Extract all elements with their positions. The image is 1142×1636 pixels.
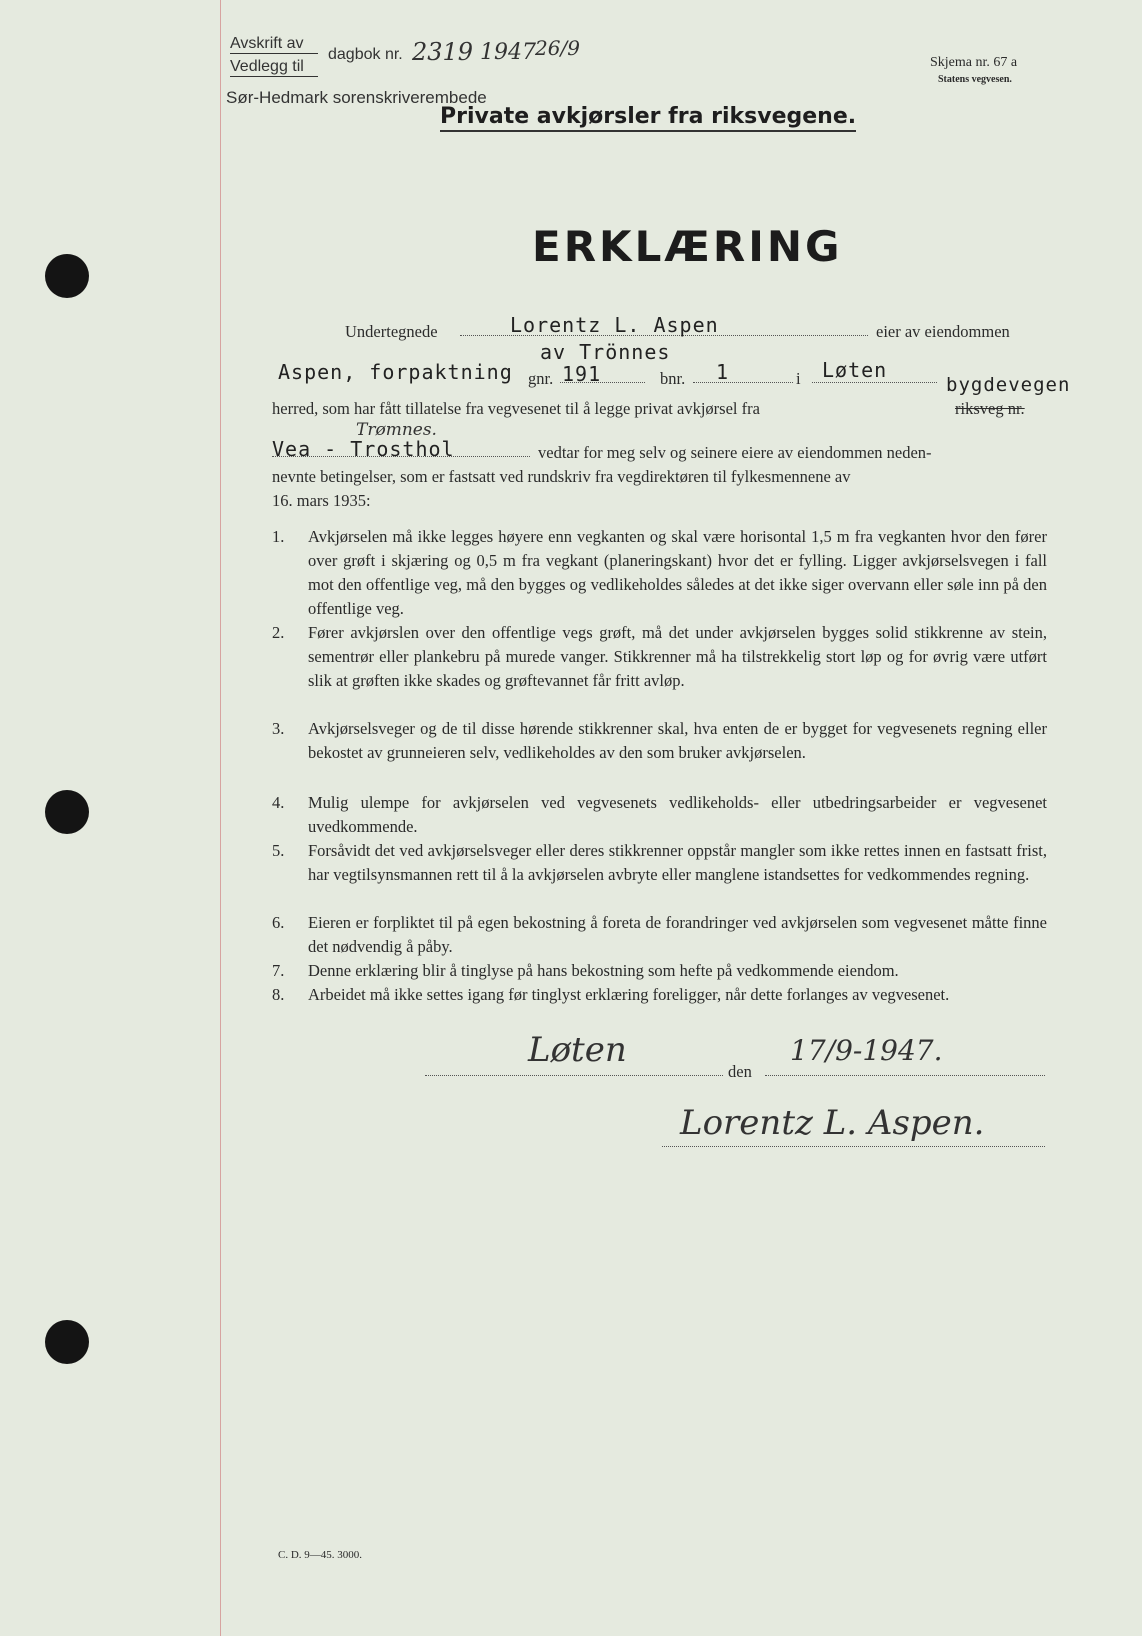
margin-rule [220, 0, 221, 1636]
print-code: C. D. 9—45. 3000. [278, 1549, 363, 1561]
fill-line [272, 456, 530, 457]
clause-item [272, 839, 1047, 887]
clause-number: 3. [272, 719, 285, 738]
signature-name: Lorentz L. Aspen. [680, 1103, 985, 1143]
value-road-insert: Trømnes. [356, 420, 437, 440]
value-bnr: 1 [716, 360, 730, 384]
clause-number: 2. [272, 623, 285, 642]
clause-item [272, 959, 1047, 983]
signature-date: 17/9-1947. [790, 1034, 943, 1067]
value-road-type: bygdevegen [946, 374, 1071, 396]
text-nevnte: nevnte betingelser, som er fastsatt ved rundskriv fra vegdirektøren til fylkesmennene av [272, 467, 851, 486]
clause-text: Arbeidet må ikke settes igang før tinglyst erklæring foreligger, når dette forlanges av vegvesenet. [308, 985, 950, 1004]
stamp-year: 1947 [480, 40, 536, 65]
clause-item [272, 717, 1047, 765]
stamp-underline [230, 53, 318, 54]
value-gnr: 191 [562, 362, 602, 386]
signature-place: Løten [528, 1030, 627, 1070]
label-i: i [796, 369, 801, 388]
fill-line [765, 1075, 1045, 1076]
stamp-vedlegg: Vedlegg til [230, 58, 304, 75]
form-number: Skjema nr. 67 a [930, 55, 1018, 70]
clause-item [272, 911, 1047, 959]
stamp-underline [230, 76, 318, 77]
punch-hole [45, 1320, 89, 1364]
clause-text: Avkjørselen må ikke legges høyere enn vegkanten og skal være horisontal 1,5 m fra vegkanten hvor den fører over grøft i skjæring og 0,5 m fra vegkant (planeringskant) hvor det er fylling. Ligger avkjørselsvegen i fall mot den offentlige veg, må den bygges og vedlikeholdes således at det ikke siger overvann eller søle inn på den offentlige veg. [308, 527, 1047, 618]
text-vedtar: vedtar for meg selv og seinere eiere av eiendommen neden- [538, 443, 932, 462]
clause-text: Avkjørselsveger og de til disse hørende stikkrenner skal, hva enten de er bygget for vegvesenets regning eller bekostet av grunneieren selv, vedlikeholdes av den som bruker avkjørselen. [308, 719, 1047, 762]
clause-text: Fører avkjørslen over den offentlige vegs grøft, må det under avkjørselen bygges solid stikkrenne av stein, sementrør eller plankebru på murede vanger. Stikkrenner må ha tilstrekkelig stort løp og for øvrig være utført slik at grøften ikke skades og grøftevannet får fritt avløp. [308, 623, 1047, 690]
text-date: 16. mars 1935: [272, 491, 371, 510]
struck-riksveg: riksveg nr. [955, 399, 1025, 418]
clause-number: 4. [272, 793, 285, 812]
signature-line [662, 1146, 1045, 1147]
clause-number: 6. [272, 913, 285, 932]
clause-text: Mulig ulempe for avkjørselen ved vegvesenets vedlikeholds- eller utbedringsarbeider er vegvesenet uvedkommende. [308, 793, 1047, 836]
fill-line [693, 382, 793, 383]
document-subtitle: Private avkjørsler fra riksvegene. [440, 104, 856, 132]
clause-item [272, 621, 1047, 693]
label-owner: eier av eiendommen [876, 322, 1010, 341]
stamp-office: Sør-Hedmark sorenskriverembede [226, 88, 487, 107]
clause-number: 1. [272, 527, 285, 546]
stamp-dagbok-number: 2319 [412, 38, 474, 66]
fill-line [812, 382, 937, 383]
clause-item [272, 983, 1047, 1007]
label-gnr: gnr. [528, 369, 554, 388]
punch-hole [45, 790, 89, 834]
punch-hole [45, 254, 89, 298]
document-title: ERKLÆRING [532, 222, 843, 271]
stamp-avskrift: Avskrift av [230, 35, 304, 52]
value-road: Vea - Trosthol [272, 437, 455, 461]
label-bnr: bnr. [660, 369, 686, 388]
label-den: den [728, 1062, 752, 1081]
clause-number: 5. [272, 841, 285, 860]
fill-line [425, 1075, 723, 1076]
value-property-insert: av Trönnes [540, 340, 671, 364]
value-property: Aspen, forpaktning [278, 360, 513, 384]
clause-item [272, 791, 1047, 839]
clause-text: Forsåvidt det ved avkjørselsveger eller deres stikkrenner oppstår mangler som ikke rettes innen en fastsatt frist, har vegtilsynsmannen rett til å la avkjørselen avbryte eller manglene istandsettes for vedkommendes regning. [308, 841, 1047, 884]
clause-number: 8. [272, 985, 285, 1004]
value-name: Lorentz L. Aspen [510, 313, 719, 337]
text-herred: herred, som har fått tillatelse fra vegvesenet til å legge privat avkjørsel fra [272, 399, 760, 418]
clause-number: 7. [272, 961, 285, 980]
clause-item [272, 525, 1047, 621]
clause-text: Eieren er forpliktet til på egen bekostning å foreta de forandringer ved avkjørselen som vegvesenet måtte finne det nødvendig å påby. [308, 913, 1047, 956]
stamp-dagbok-label: dagbok nr. [328, 46, 403, 63]
form-org: Statens vegvesen. [938, 74, 1012, 85]
clause-text: Denne erklæring blir å tinglyse på hans bekostning som hefte på vedkommende eiendom. [308, 961, 899, 980]
stamp-date: 26/9 [535, 36, 580, 60]
value-municipality: Løten [822, 358, 888, 382]
label-undersigned: Undertegnede [345, 322, 438, 341]
